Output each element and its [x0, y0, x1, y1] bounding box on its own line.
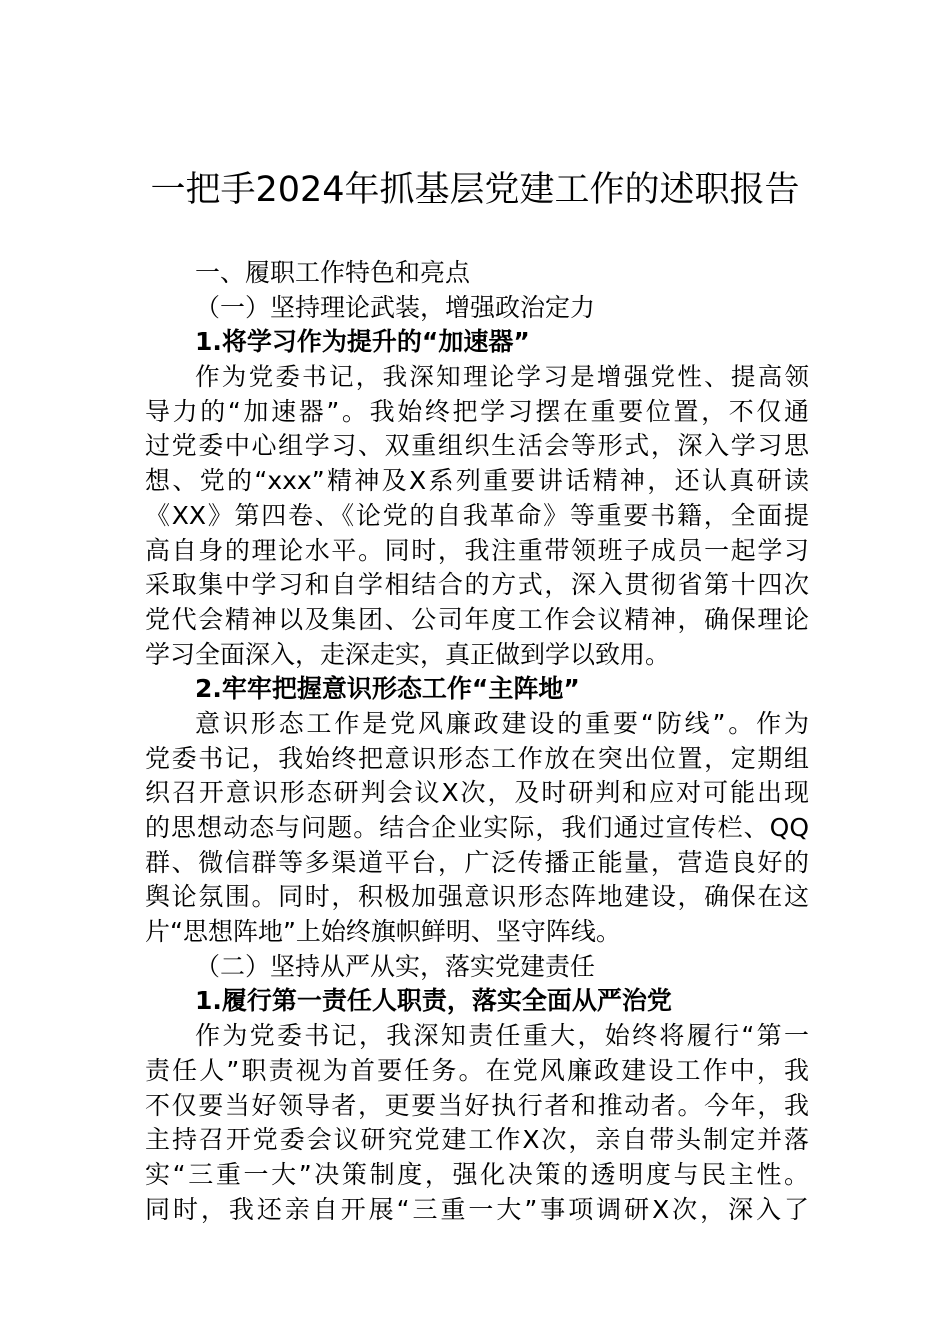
paragraph-line: 采取集中学习和自学相结合的方式，深入贯彻省第十四次: [145, 570, 809, 600]
paragraph-line: 片“思想阵地”上始终旗帜鲜明、坚守阵线。: [145, 917, 621, 947]
paragraph-line: 不仅要当好领导者，更要当好执行者和推动者。今年，我: [145, 1090, 809, 1120]
paragraph-line: 的思想动态与问题。结合企业实际，我们通过宣传栏、QQ: [145, 813, 809, 842]
paragraph-line: 同时，我还亲自开展“三重一大”事项调研X次，深入了: [145, 1194, 809, 1224]
paragraph-line: 责任人”职责视为首要任务。在党风廉政建设工作中，我: [145, 1055, 809, 1085]
paragraph-line: 作为党委书记，我深知责任重大，始终将履行“第一: [195, 1021, 809, 1051]
item-heading: 1.履行第一责任人职责，落实全面从严治党: [195, 986, 672, 1016]
item-heading: 2.牢牢把握意识形态工作“主阵地”: [195, 674, 580, 704]
paragraph-line: 群、微信群等多渠道平台，广泛传播正能量，营造良好的: [145, 847, 809, 877]
item-heading: 1.将学习作为提升的“加速器”: [195, 327, 530, 357]
paragraph-line: 主持召开党委会议研究党建工作X次，亲自带头制定并落: [145, 1125, 809, 1155]
paragraph-line: 想、党的“xxx”精神及X系列重要讲话精神，还认真研读: [145, 466, 809, 496]
paragraph-line: 实“三重一大”决策制度，强化决策的透明度与民主性。: [145, 1159, 809, 1189]
paragraph-line: 舆论氛围。同时，积极加强意识形态阵地建设，确保在这: [145, 882, 809, 912]
paragraph-line: 高自身的理论水平。同时，我注重带领班子成员一起学习: [145, 535, 809, 565]
document-body: [145, 256, 809, 1227]
paragraph-line: 意识形态工作是党风廉政建设的重要“防线”。作为: [195, 708, 809, 738]
paragraph-line: 党委书记，我始终把意识形态工作放在突出位置，定期组: [145, 743, 809, 773]
paragraph-line: 作为党委书记，我深知理论学习是增强党性、提高领: [195, 362, 809, 392]
paragraph-line: 织召开意识形态研判会议X次，及时研判和应对可能出现: [145, 778, 809, 808]
subsection-heading: （二）坚持从严从实，落实党建责任: [195, 951, 596, 981]
document-title: 一把手2024年抓基层党建工作的述职报告: [150, 170, 800, 210]
paragraph-line: 党代会精神以及集团、公司年度工作会议精神，确保理论: [145, 604, 809, 634]
paragraph-line: 导力的“加速器”。我始终把学习摆在重要位置，不仅通: [145, 396, 809, 426]
subsection-heading: （一）坚持理论武装，增强政治定力: [195, 292, 596, 322]
paragraph-line: 《XX》第四卷、《论党的自我革命》等重要书籍，全面提: [145, 500, 809, 530]
section-heading: 一、履职工作特色和亮点: [195, 258, 471, 287]
paragraph-line: 学习全面深入，走深走实，真正做到学以致用。: [145, 639, 671, 669]
paragraph-line: 过党委中心组学习、双重组织生活会等形式，深入学习思: [145, 431, 809, 461]
